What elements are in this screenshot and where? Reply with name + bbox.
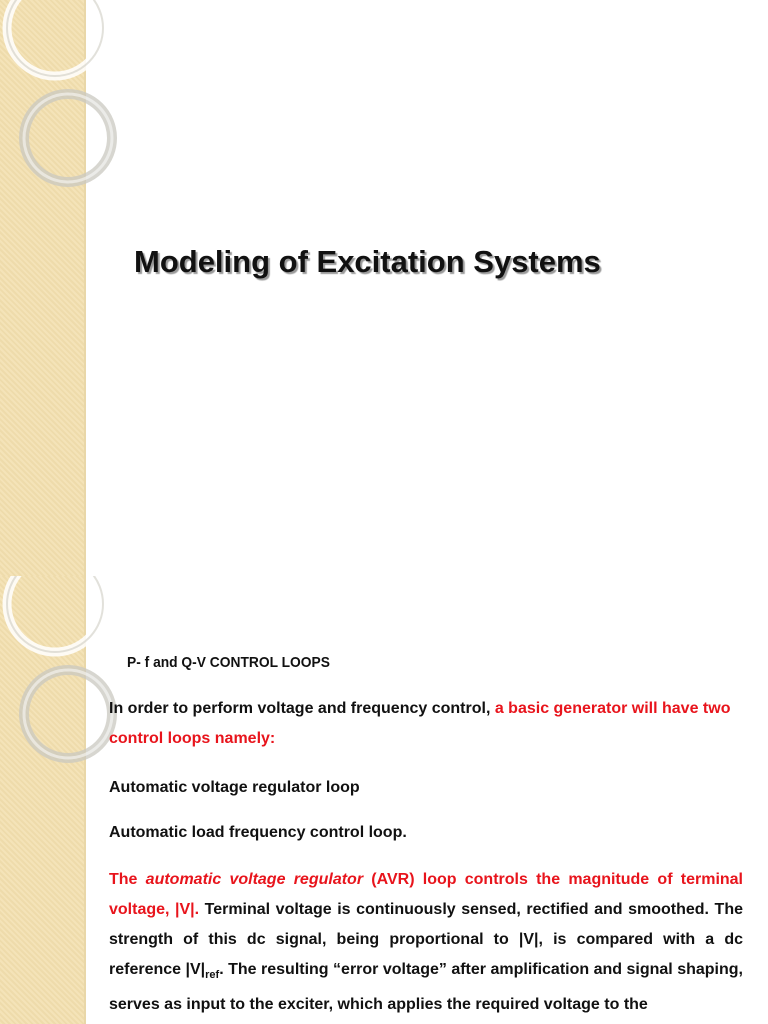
intro-text: In order to perform voltage and frequency control, — [109, 700, 495, 717]
intro-paragraph — [109, 694, 743, 754]
loop-item-avr: Automatic voltage regulator loop — [109, 779, 360, 796]
intro-highlight: a basic generator will have two control loops namely: — [109, 700, 731, 747]
avr-body-end: . The resulting “error voltage” after amplification and signal shaping, serves as input to the exciter, which applies the required voltage to the — [109, 961, 743, 1014]
slide-title-text: Modeling of Excitation Systems — [134, 244, 601, 279]
decorative-rings — [0, 0, 120, 200]
ref-subscript: ref — [205, 969, 220, 982]
loop-item-alfc: Automatic load frequency control loop. — [109, 824, 407, 841]
avr-body: Terminal voltage is continuously sensed, rectified and smoothed. The strength of this dc signal, being proportional to |V|, is compared with a dc reference |V| — [109, 901, 743, 978]
decorative-rings — [0, 576, 120, 776]
avr-paragraph — [109, 865, 743, 1020]
avr-lead: The — [109, 871, 146, 888]
avr-term: automatic voltage regulator — [145, 871, 364, 888]
avr-lead-rest: (AVR) loop controls the magnitude of terminal voltage, |V|. — [109, 871, 744, 918]
section-heading: P- f and Q-V CONTROL LOOPS — [127, 654, 330, 671]
slide-content — [0, 576, 768, 1024]
